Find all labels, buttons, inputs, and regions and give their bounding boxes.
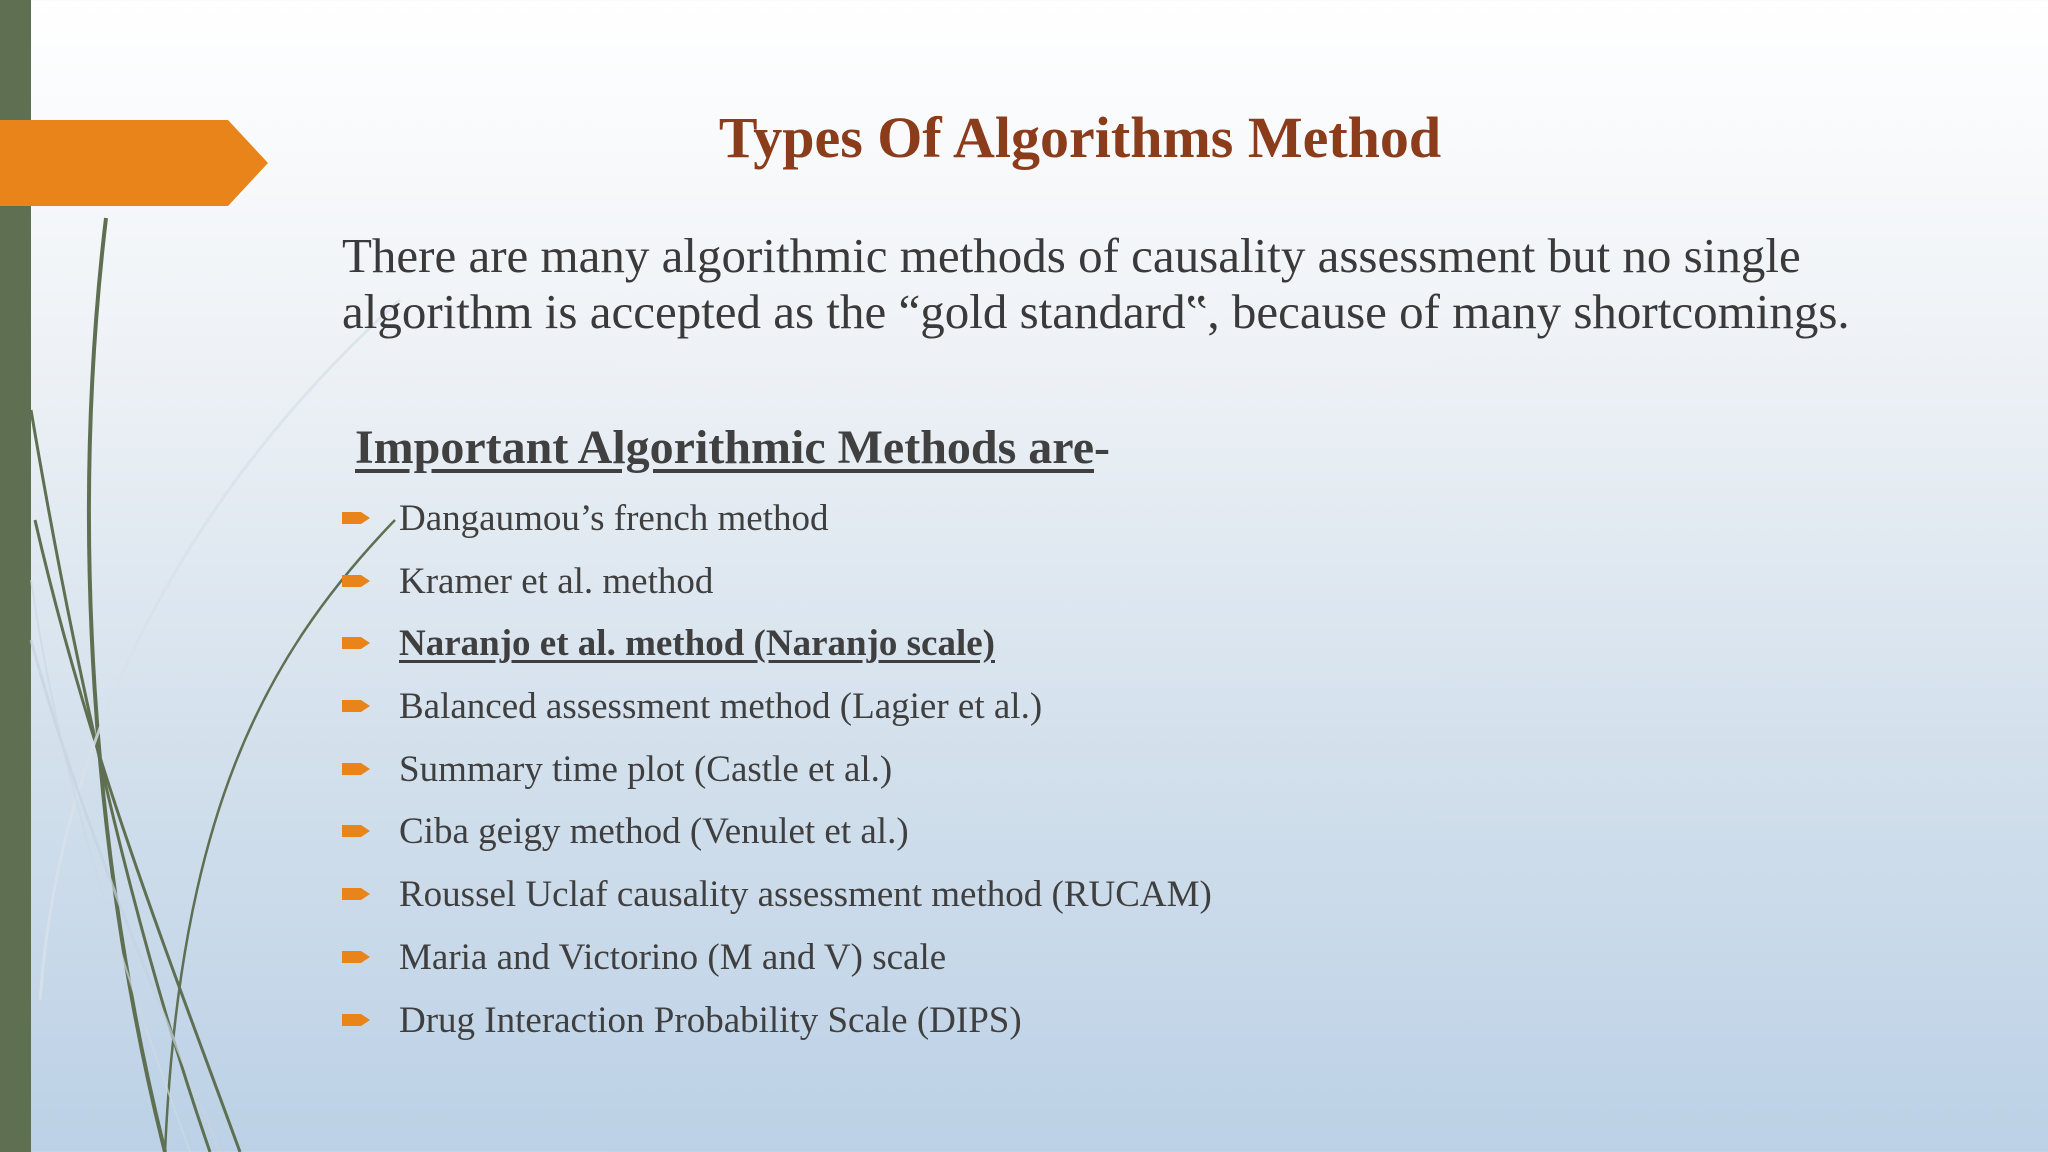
list-item (342, 933, 1212, 996)
list-item (342, 494, 1212, 557)
list-item (342, 807, 1212, 870)
arrow-bullet-icon (342, 885, 372, 903)
list-item (342, 745, 1212, 808)
arrow-bullet-icon (342, 509, 372, 527)
arrow-bullet-icon (342, 822, 372, 840)
arrow-bullet-icon (342, 760, 372, 778)
arrow-bullet-icon (342, 697, 372, 715)
list-item-text: Drug Interaction Probability Scale (DIPS) (399, 999, 1022, 1041)
subheading-underlined-text: Important Algorithmic Methods are (355, 421, 1095, 474)
list-item (342, 557, 1212, 620)
subheading-suffix: - (1094, 421, 1111, 474)
list-item-highlighted (342, 619, 1212, 682)
list-item-text: Kramer et al. method (399, 560, 714, 602)
list-item (342, 996, 1212, 1059)
list-item-text: Maria and Victorino (M and V) scale (399, 936, 947, 978)
list-item-text: Roussel Uclaf causality assessment method (RUCAM) (399, 874, 1212, 916)
list-item (342, 870, 1212, 933)
list-item-text: Ciba geigy method (Venulet et al.) (399, 811, 909, 853)
list-item-text: Dangaumou’s french method (399, 498, 829, 539)
slide-title: Types Of Algorithms Method (718, 105, 1442, 170)
intro-paragraph: There are many algorithmic methods of causality assessment but no single algorithm is accepted as the “gold standard‟, because of many shortcomings. (342, 228, 1850, 339)
arrow-bullet-icon (342, 1011, 372, 1029)
list-item-text: Summary time plot (Castle et al.) (399, 748, 893, 790)
methods-list (342, 494, 1212, 1058)
list-item-text: Balanced assessment method (Lagier et al.) (399, 686, 1043, 728)
arrow-bullet-icon (342, 948, 372, 966)
arrow-bullet-icon (342, 634, 372, 652)
arrow-bullet-icon (342, 572, 372, 590)
list-item-text: Naranjo et al. method (Naranjo scale) (399, 623, 995, 665)
list-item (342, 682, 1212, 745)
methods-subheading (355, 420, 1110, 475)
